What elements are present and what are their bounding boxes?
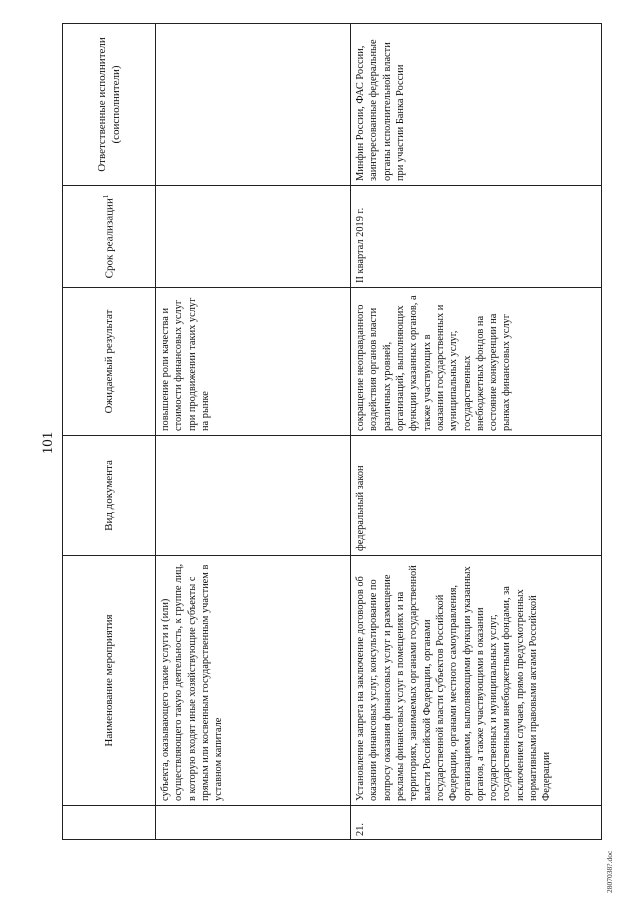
row-event-name: Установление запрета на заключение договоров об оказании финансовых услуг, консультирование по вопросу оказания финансовых услуг и размещение рекламы финансовых услуг в помещениях и на территориях, занимаемых органами государственной власти Российской Федерации, органами государственной власти субъектов Российской Федерации, органами местного самоуправления, организациями, выполняющими функции указанных органов, а также участвующими в оказании государственных и муниципальных услуг, государственными внебюджетными фондами, за исключением случаев, прямо предусмотренных нормативными правовыми актами Российской Федерации	[351, 556, 602, 806]
measures-table	[62, 23, 602, 840]
header-document-type: Вид документа	[63, 436, 156, 556]
header-expected-result: Ожидаемый результат	[63, 288, 156, 436]
row-document-type	[156, 436, 351, 556]
row-deadline	[156, 186, 351, 288]
header-deadline	[63, 186, 156, 288]
row-event-name: субъекта, оказывающего такие услуги и (или) осуществляющего такую деятельность, к группе лиц, в которую входят иные хозяйствующие субъекты с прямым или косвенным государственным участием в уставном капитале	[156, 556, 351, 806]
header-responsible: Ответственные исполнители (соисполнители)	[63, 24, 156, 186]
row-number: 21.	[351, 806, 602, 840]
row-responsible: Минфин России, ФАС России, заинтересованные федеральные органы исполнительной власти при участии Банка России	[351, 24, 602, 186]
header-deadline-label: Срок реализации	[103, 198, 116, 279]
header-event-name: Наименование мероприятия	[63, 556, 156, 806]
row-deadline: II квартал 2019 г.	[351, 186, 602, 288]
header-number	[63, 806, 156, 840]
header-deadline-footnote: 1	[101, 194, 110, 199]
table-header-row	[63, 24, 156, 840]
document-code: 2807038?.doc	[605, 850, 614, 893]
row-expected-result: повышение роли качества и стоимости финансовых услуг при продвижении таких услуг на рынке	[156, 288, 351, 436]
row-responsible	[156, 24, 351, 186]
page-number: 101	[40, 431, 56, 455]
row-document-type: федеральный закон	[351, 436, 602, 556]
row-number	[156, 806, 351, 840]
row-expected-result: сокращение неоправданного воздействия органов власти различных уровней, организаций, выполняющих функции указанных органов, а также участвующих в оказании государственных и муниципальных услуг, государственных внебюджетных фондов на состояние конкуренции на рынках финансовых услуг	[351, 288, 602, 436]
table-row	[351, 24, 602, 840]
table-row	[156, 24, 351, 840]
